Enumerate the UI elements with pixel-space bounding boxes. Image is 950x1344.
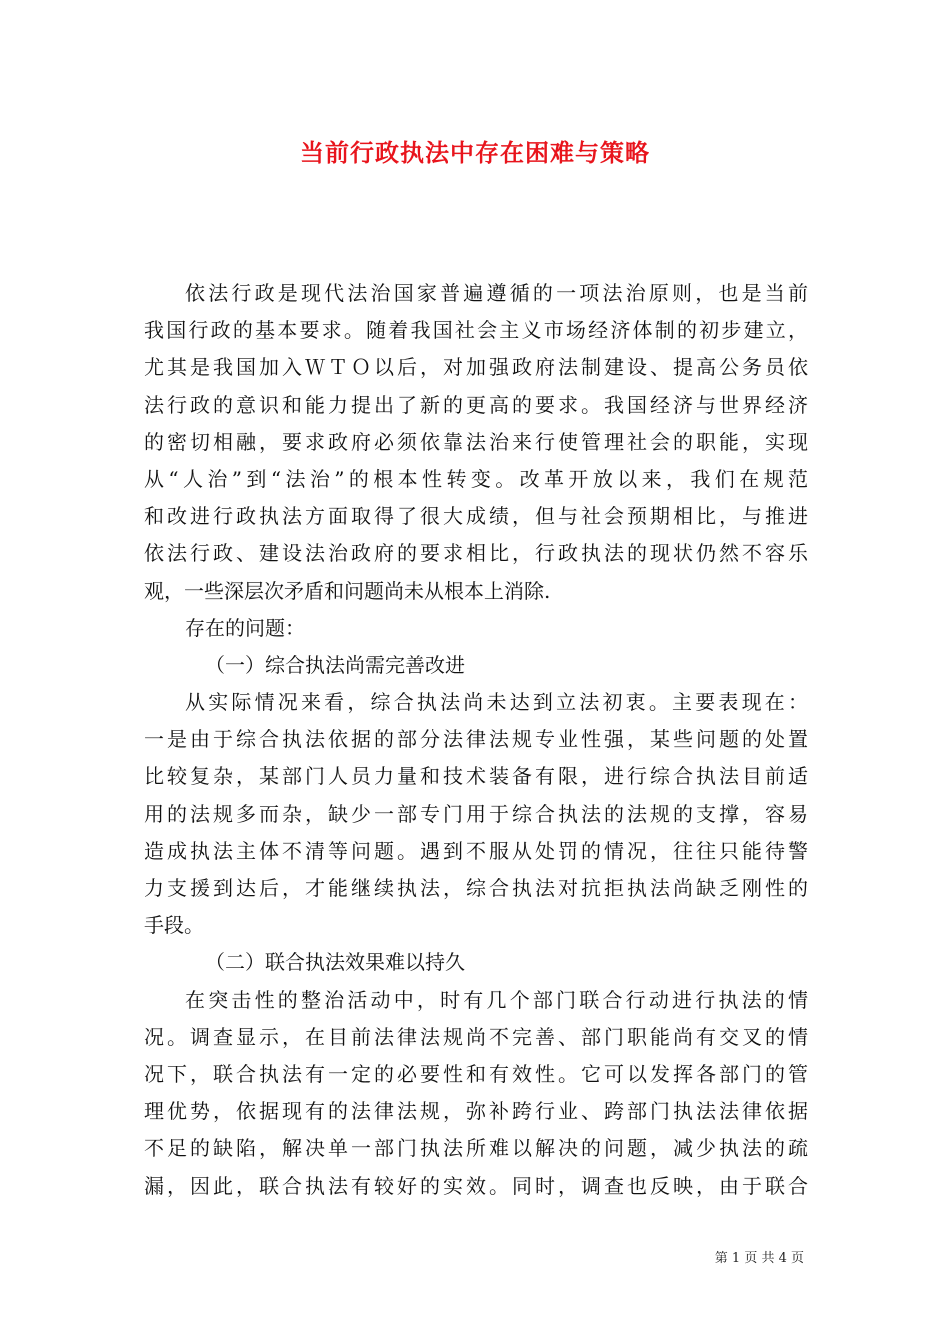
body-line: 理优势，依据现有的法律法规，弥补跨行业、跨部门执法法律依据 (144, 1099, 808, 1124)
page-number: 第 1 页 共 4 页 (714, 1251, 804, 1266)
body-line: 在突击性的整治活动中，时有几个部门联合行动进行执法的情 (185, 987, 808, 1012)
page-title: 当前行政执法中存在困难与策略 (300, 138, 650, 167)
body-line: 依法行政是现代法治国家普遍遵循的一项法治原则，也是当前 (185, 281, 808, 305)
body-line: 漏，因此，联合执法有较好的实效。同时，调查也反映，由于联合 (144, 1173, 808, 1198)
body-line: 尤其是我国加入ＷＴＯ以后，对加强政府法制建设、提高公务员依 (144, 355, 808, 380)
section-heading: 存在的问题： (185, 615, 305, 640)
subsection-heading: （一）综合执法尚需完善改进 (205, 652, 465, 677)
body-line: 手段。 (144, 913, 204, 938)
body-line: 不足的缺陷，解决单一部门执法所难以解决的问题，减少执法的疏 (144, 1136, 808, 1161)
document-body (144, 275, 808, 1205)
body-line: 的密切相融，要求政府必须依靠法治来行使管理社会的职能，实现 (144, 429, 808, 454)
body-line: 用的法规多而杂，缺少一部专门用于综合执法的法规的支撑，容易 (144, 801, 808, 826)
body-line: 况下，联合执法有一定的必要性和有效性。它可以发挥各部门的管 (144, 1061, 808, 1086)
body-line: 况。调查显示，在目前法律法规尚不完善、部门职能尚有交叉的情 (144, 1024, 808, 1049)
body-line: 从实际情况来看，综合执法尚未达到立法初衷。主要表现在： (185, 690, 808, 715)
body-line: 我国行政的基本要求。随着我国社会主义市场经济体制的初步建立， (144, 318, 808, 343)
body-line: 和改进行政执法方面取得了很大成绩，但与社会预期相比，与推进 (144, 504, 808, 529)
body-line: 比较复杂，某部门人员力量和技术装备有限，进行综合执法目前适 (144, 764, 808, 789)
body-line: 力支援到达后，才能继续执法，综合执法对抗拒执法尚缺乏刚性的 (144, 876, 808, 900)
body-line: 造成执法主体不清等问题。遇到不服从处罚的情况，往往只能待警 (144, 838, 808, 863)
body-line: 观，一些深层次矛盾和问题尚未从根本上消除. (144, 578, 551, 603)
body-line: 一是由于综合执法依据的部分法律法规专业性强，某些问题的处置 (144, 727, 808, 752)
body-line: 从“人治”到“法治”的根本性转变。改革开放以来，我们在规范 (144, 466, 808, 491)
subsection-heading: （二）联合执法效果难以持久 (205, 950, 465, 975)
body-line: 依法行政、建设法治政府的要求相比，行政执法的现状仍然不容乐 (144, 541, 808, 566)
body-line: 法行政的意识和能力提出了新的更高的要求。我国经济与世界经济 (144, 392, 808, 417)
